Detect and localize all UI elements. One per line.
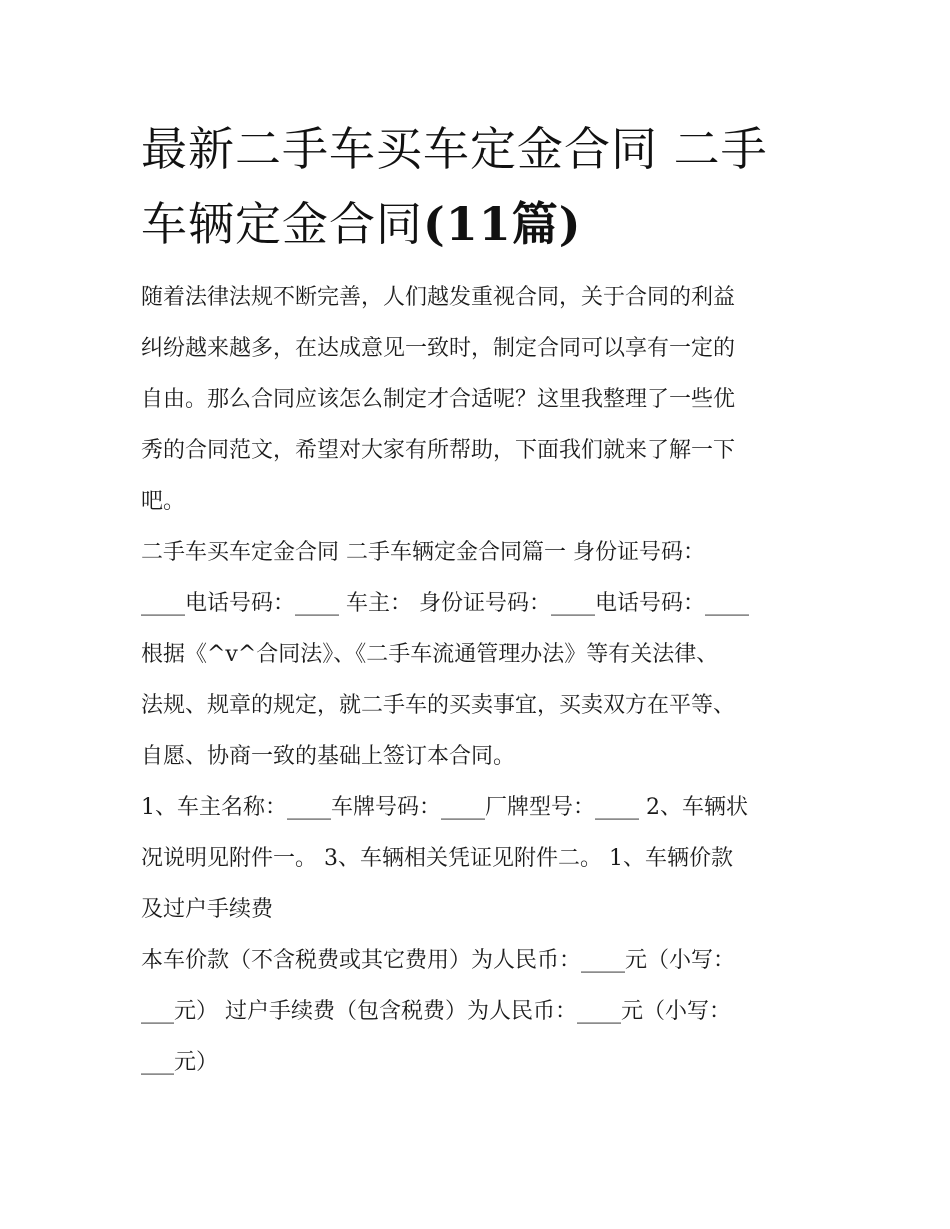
intro-line: 吧。 (141, 489, 186, 514)
contract-line: 二手车买车定金合同 二手车辆定金合同篇一 身份证号码： (141, 540, 705, 565)
clause-line: 况说明见附件一。 3、车辆相关凭证见附件二。 1、车辆价款 (141, 846, 733, 871)
intro-line: 纠纷越来越多，在达成意见一致时，制定合同可以享有一定的 (141, 336, 736, 361)
title-count-suffix: (11篇) (423, 197, 582, 251)
clause-line: 1、车主名称：____车牌号码：____厂牌型号：____ 2、车辆状 (141, 795, 748, 820)
intro-line: 自由。那么合同应该怎么制定才合适呢？这里我整理了一些优 (141, 387, 736, 412)
contract-line: 法规、规章的规定，就二手车的买卖事宜，买卖双方在平等、 (141, 693, 736, 718)
price-line: 本车价款（不含税费或其它费用）为人民币：____元（小写： (141, 948, 736, 973)
intro-paragraph (141, 272, 813, 527)
price-line: ___元） 过户手续费（包含税费）为人民币：____元（小写： (141, 999, 731, 1024)
title-line-2 (141, 187, 813, 262)
document-title (141, 112, 813, 262)
price-paragraph (141, 935, 813, 1088)
contract-line: ____电话号码：____ 车主： 身份证号码：____电话号码：____ (141, 591, 749, 616)
clauses-paragraph (141, 782, 813, 935)
clause-line: 及过户手续费 (141, 897, 274, 922)
document-body (141, 112, 813, 1088)
contract-line: 根据《^v^合同法》、《二手车流通管理办法》等有关法律、 (141, 642, 719, 667)
intro-line: 随着法律法规不断完善，人们越发重视合同，关于合同的利益 (141, 285, 736, 310)
price-line: ___元） (141, 1050, 219, 1075)
title-line-2-main: 车辆定金合同 (141, 197, 423, 251)
intro-line: 秀的合同范文，希望对大家有所帮助，下面我们就来了解一下 (141, 438, 736, 463)
contract-parties-paragraph (141, 527, 813, 782)
contract-line: 自愿、协商一致的基础上签订本合同。 (141, 744, 516, 769)
title-line-1: 最新二手车买车定金合同 二手 (141, 122, 768, 176)
